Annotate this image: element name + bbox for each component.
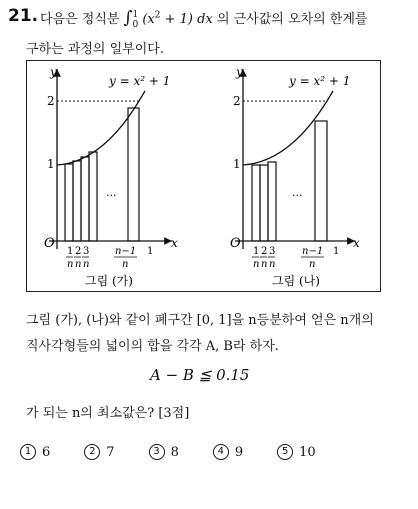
integral-symbol: ∫	[123, 8, 133, 28]
body-line1: 그림 (가), (나)와 같이 폐구간 [0, 1]을 n등분하여 얻은 n개의	[26, 313, 374, 328]
inequality: A − B ≦ 0.15	[150, 366, 250, 384]
y-label-right: y	[236, 65, 243, 79]
choice-4-value: 9	[234, 444, 244, 460]
rect-right-2	[260, 165, 268, 241]
figure-frame	[26, 60, 381, 292]
graph-right	[230, 65, 360, 288]
denom-nm1-left: n	[122, 259, 129, 270]
denom-3-left: n	[83, 259, 90, 270]
xtick-end-right: 1	[333, 246, 340, 257]
rect-left-2	[73, 161, 81, 241]
caption-right: 그림 (나)	[272, 274, 320, 288]
integrand-base: (x	[142, 12, 155, 27]
figures-svg	[27, 61, 382, 293]
answer-choices	[20, 444, 400, 460]
curve-label-right: y = x² + 1	[289, 74, 351, 88]
choice-1-value: 6	[42, 444, 51, 460]
xtick-nm1-right: n−1	[302, 246, 324, 257]
caption-left: 그림 (가)	[85, 274, 133, 288]
rect-right-1	[252, 165, 260, 241]
ytick-2-left: 2	[47, 94, 55, 108]
choice-1-number: 1	[20, 444, 36, 460]
question-stem-line1	[40, 8, 367, 30]
question-number: 21.	[8, 6, 39, 26]
denom-1-left: n	[67, 259, 74, 270]
rect-left-4	[89, 152, 97, 241]
stem-prefix: 다음은 정식분	[40, 12, 120, 27]
denom-3-right: n	[269, 259, 276, 270]
ytick-2-right: 2	[233, 94, 241, 108]
question-ask: 가 되는 n의 최소값은? [3점]	[26, 406, 190, 421]
choice-2-value: 7	[106, 444, 115, 460]
ytick-1-right: 1	[233, 157, 241, 171]
denom-nm1-right: n	[309, 259, 316, 270]
xtick-end-left: 1	[147, 246, 154, 257]
choice-5-number: 5	[277, 444, 293, 460]
choice-4[interactable]	[213, 444, 243, 460]
choice-2[interactable]	[84, 444, 114, 460]
denom-1-right: n	[253, 259, 260, 270]
curve-label-left: y = x² + 1	[109, 74, 171, 88]
ellipsis-right: ···	[292, 189, 303, 202]
xtick-1-left: 1	[67, 246, 74, 257]
rect-left-3	[81, 157, 89, 241]
integral-lower: 0	[132, 19, 139, 30]
ellipsis-left: ···	[106, 189, 117, 202]
origin-left: O	[44, 236, 55, 251]
choice-3[interactable]	[149, 444, 179, 460]
ytick-1-left: 1	[47, 157, 55, 171]
rect-right-last	[315, 121, 327, 241]
choice-1[interactable]	[20, 444, 50, 460]
x-label-right: x	[353, 236, 360, 250]
y-label-left: y	[50, 65, 57, 79]
integral-upper: 1	[132, 9, 139, 20]
xtick-2-right: 2	[261, 246, 268, 257]
integrand-rest: + 1) dx	[160, 12, 213, 27]
curve-right	[243, 91, 333, 165]
origin-right: O	[230, 236, 241, 251]
rect-left-last	[128, 108, 139, 241]
denom-2-left: n	[75, 259, 82, 270]
denom-2-right: n	[261, 259, 268, 270]
choice-5-value: 10	[299, 444, 316, 460]
graph-left	[44, 65, 178, 288]
xtick-1-right: 1	[253, 246, 260, 257]
choice-4-number: 4	[213, 444, 229, 460]
xtick-3-right: 3	[269, 246, 276, 257]
choice-3-number: 3	[149, 444, 165, 460]
integrand-exponent: 2	[154, 10, 161, 21]
question-stem-line2: 구하는 과정의 일부이다.	[26, 42, 164, 57]
xtick-nm1-left: n−1	[115, 246, 137, 257]
curve-left	[57, 91, 145, 165]
xtick-2-left: 2	[75, 246, 82, 257]
xtick-3-left: 3	[83, 246, 90, 257]
stem-suffix: 의 근사값의 오차의 한계를	[216, 12, 368, 27]
rect-left-1	[65, 164, 73, 241]
choice-2-number: 2	[84, 444, 100, 460]
choice-5[interactable]	[277, 444, 316, 460]
rect-right-3	[268, 162, 276, 241]
choice-3-value: 8	[170, 444, 179, 460]
body-line2: 직사각형들의 넓이의 합을 각각 A, B라 하자.	[26, 339, 279, 354]
x-label-left: x	[171, 236, 178, 250]
